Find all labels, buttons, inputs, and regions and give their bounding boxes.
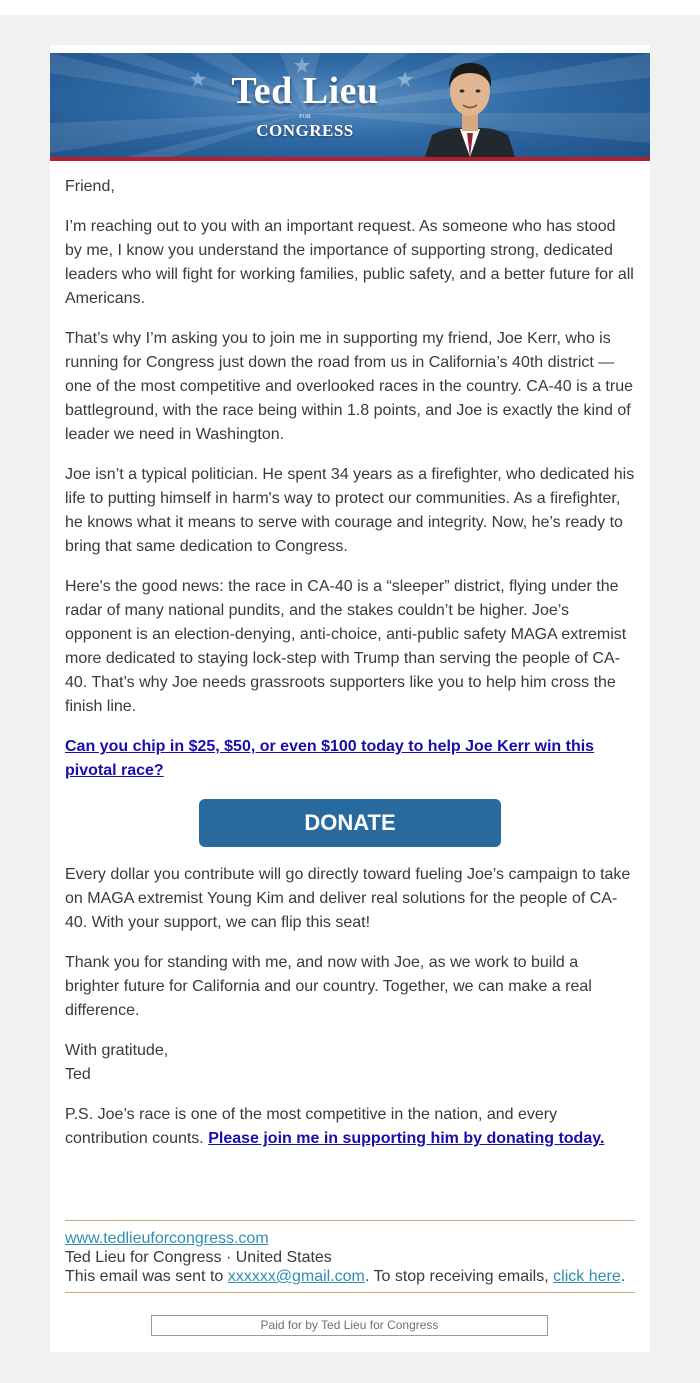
email-body [65, 175, 635, 1167]
signature: Ted [65, 1066, 91, 1083]
banner-subtitle: CONGRESS [256, 121, 354, 140]
email-footer [65, 1220, 635, 1293]
top-strip [0, 0, 700, 15]
greeting: Friend, [65, 178, 115, 195]
stop-text: . To stop receiving emails, [364, 1268, 549, 1285]
body-paragraph: Every dollar you contribute will go directly toward fueling Joe’s campaign to take on MAGA extremist Young Kim and deliver real solutions for the people of CA-40. With your support, we can flip this seat! [65, 866, 631, 931]
body-paragraph: I’m reaching out to you with an important request. As someone who has stood by me, I know you understand the importance of supporting strong, dedicated leaders who will fight for working families, public safety, and a better future for all Americans. [65, 218, 634, 307]
banner-accent-line [50, 157, 650, 161]
ps-donate-link[interactable]: Please join me in supporting him by donating today. [208, 1130, 605, 1147]
chip-in-link[interactable]: Can you chip in $25, $50, or even $100 today to help Joe Kerr win this pivotal race? [65, 738, 595, 779]
banner-for: FOR [299, 114, 311, 120]
org-line: Ted Lieu for Congress · United States [65, 1249, 332, 1266]
unsubscribe-link[interactable]: click here [553, 1268, 621, 1285]
website-link[interactable]: www.tedlieuforcongress.com [65, 1230, 269, 1247]
body-paragraph: Joe isn’t a typical politician. He spent 34 years as a firefighter, who dedicated his life to putting himself in harm's way to protect our communities. As a firefighter, he knows what it means to serve with courage and integrity. Now, he’s ready to bring that same dedication to Congress. [65, 466, 635, 555]
header-banner [50, 53, 650, 161]
paid-for-disclaimer: Paid for by Ted Lieu for Congress [151, 1315, 548, 1336]
sent-prefix: This email was sent to [65, 1268, 224, 1285]
cta-paragraph [65, 735, 635, 783]
signoff: With gratitude, [65, 1042, 169, 1059]
donate-wrapper [65, 799, 635, 847]
ps-paragraph [65, 1103, 635, 1151]
banner-title: Ted Lieu [231, 70, 379, 112]
signoff-block [65, 1039, 635, 1087]
candidate-portrait [420, 53, 520, 157]
email-card [50, 45, 650, 1352]
body-paragraph: Here's the good news: the race in CA-40 is a “sleeper” district, flying under the radar of many national pundits, and the stakes couldn’t be higher. Joe’s opponent is an election-denying, anti-choice, anti-public safety MAGA extremist more dedicated to staying lock-step with Trump than serving the people of CA-40. That’s why Joe needs grassroots supporters like you to help him cross the finish line. [65, 578, 627, 715]
body-paragraph: Thank you for standing with me, and now with Joe, as we work to build a brighter future for California and our country. Together, we can make a real difference. [65, 954, 592, 1019]
period: . [620, 1268, 626, 1285]
recipient-email-link[interactable]: xxxxxx@gmail.com [227, 1268, 365, 1285]
donate-button[interactable]: DONATE [199, 799, 501, 847]
body-paragraph: That’s why I’m asking you to join me in supporting my friend, Joe Kerr, who is running for Congress just down the road from us in California’s 40th district — one of the most competitive and overlooked races in the country. CA-40 is a true battleground, with the race being within 1.8 points, and Joe is exactly the kind of leader we need in Washington. [65, 330, 633, 443]
sent-to-line [65, 1267, 635, 1286]
ps-text: P.S. Joe’s race is one of the most competitive in the nation, and every contribution counts. [65, 1106, 558, 1147]
